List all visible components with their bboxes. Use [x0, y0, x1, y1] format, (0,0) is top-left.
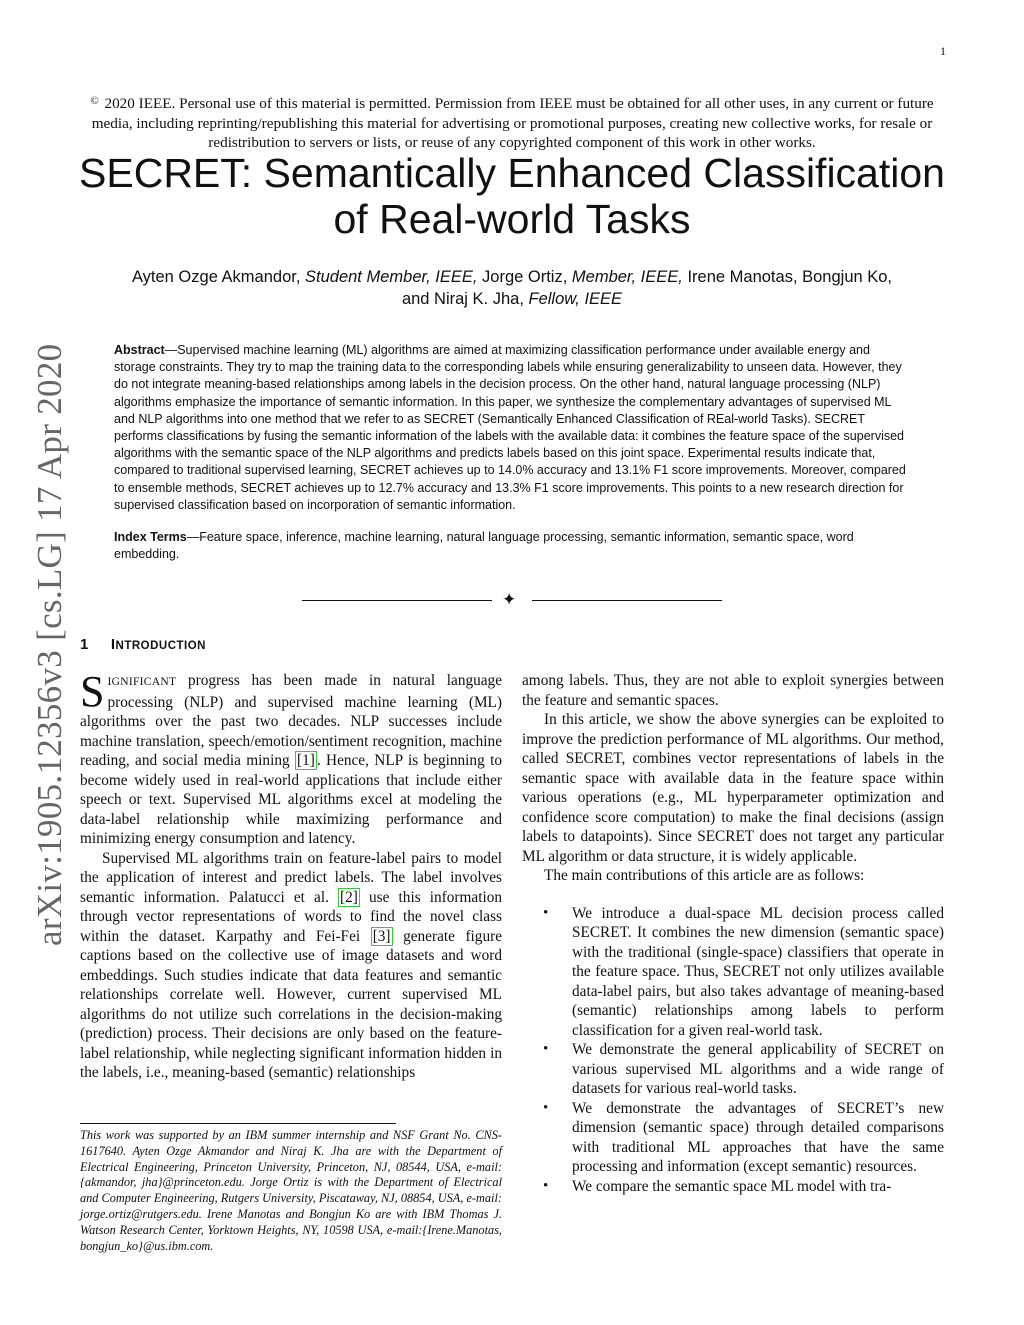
copyright-text: 2020 IEEE. Personal use of this material is permitted. Permission from IEEE must be obtained for all other uses, in any current or future media, including reprinting/republishing this material for advertising or promotional purposes, creating new collective works, for resale or redistribution to servers or lists, or reuse of any copyrighted component of this work in other works.	[91, 95, 934, 151]
paragraph: among labels. Thus, they are not able to exploit synergies between the feature and semantic spaces.	[522, 672, 944, 709]
author-4-role: Fellow, IEEE	[528, 290, 623, 308]
citation-link[interactable]: [2]	[340, 888, 358, 906]
title-line-1: SECRET: Semantically Enhanced Classification	[79, 150, 945, 196]
copyright-icon: ©	[90, 95, 99, 107]
diamond-icon: ✦	[502, 590, 517, 609]
abstract-block	[114, 342, 910, 563]
list-item	[522, 1040, 944, 1099]
index-terms-text: —Feature space, inference, machine learning, natural language processing, semantic information, semantic space, word embedding.	[114, 530, 854, 562]
section-number: 1	[80, 636, 89, 653]
paragraph-text: generate figure captions based on the collective use of image datasets and word embeddings. Such studies indicate that data features and semantic relationships correlate well. However, current supervised ML algorithms do not utilize such correlations in the decision-making (prediction) process. Their decisions are only based on the feature-label relationship, while neglecting significant information hidden in the labels, i.e., meaning-based (semantic) relationships	[80, 927, 502, 1081]
bullet-icon: •	[543, 904, 549, 921]
index-terms-label: Index Terms	[114, 530, 187, 545]
paragraph-text: progress has been made in natural language processing (NLP) and supervised machine learning (ML) algorithms over the past two decades. NLP successes include machine translation, speech/emotion/sentiment recognition, machine reading, and social media mining	[80, 672, 502, 769]
arxiv-stamp: arXiv:1905.12356v3 [cs.LG] 17 Apr 2020	[30, 343, 69, 946]
page-number: 1	[940, 44, 946, 58]
author-2: Jorge Ortiz,	[482, 268, 568, 286]
bullet-icon: •	[543, 1177, 549, 1194]
separator-line-right	[532, 600, 722, 601]
list-item-text: We compare the semantic space ML model with tra-	[572, 1177, 892, 1195]
author-2-role: Member, IEEE,	[571, 268, 683, 286]
footnote: This work was supported by an IBM summer internship and NSF Grant No. CNS-1617640. Ayten Ozge Akmandor and Niraj K. Jha are with the Department of Electrical Engineering, Princeton University, Princeton, NJ, 08544, USA, e-mail:{akmandor, jha}@princeton.edu. Jorge Ortiz is with the Department of Electrical and Computer Engineering, Rutgers University, Piscataway, NJ, 08854, USA, e-mail: jorge.ortiz@rutgers.edu. Irene Manotas and Bongjun Ko are with IBM Thomas J. Watson Research Center, Yorktown Heights, NY, 10598 USA, e-mail:{Irene.Manotas, bongjun_ko}@us.ibm.com.	[80, 1128, 502, 1253]
separator-line-left	[302, 600, 492, 601]
smallcaps-word: IGNIFICANT	[107, 676, 177, 688]
footnote-rule	[80, 1123, 396, 1124]
paragraph-text: use this information through vector representations of words to find the novel class within the dataset. Karpathy and Fei-Fei	[80, 888, 503, 945]
paragraph: In this article, we show the above synergies can be exploited to improve the prediction performance of ML algorithms. Our method, called SECRET, combines vector representations of labels in the semantic space with available data in the feature space within various operations (e.g., ML hyperparameter optimization and confidence score computation) to make the final decisions (assign labels to datapoints). Since SECRET does not target any particular ML algorithm or data structure, it is widely applicable.	[522, 711, 944, 865]
paragraph	[80, 667, 502, 849]
author-list	[60, 266, 964, 310]
list-item	[522, 1099, 944, 1177]
list-item	[522, 904, 944, 1041]
citation-link[interactable]: [1]	[297, 752, 315, 769]
title-line-2: of Real-world Tasks	[333, 196, 691, 242]
copyright-notice	[80, 92, 944, 153]
section-heading	[80, 636, 206, 653]
paragraph	[80, 849, 502, 1083]
author-1-role: Student Member, IEEE,	[305, 268, 478, 286]
abstract	[114, 342, 910, 514]
index-terms	[114, 529, 910, 563]
dropcap-letter: S	[80, 667, 105, 716]
list-item-text: We demonstrate the advantages of SECRET’s new dimension (semantic space) through detailed comparisons with traditional ML approaches that have the same processing and information (except semantic) resources.	[572, 1099, 944, 1175]
section-title-rest: NTRODUCTION	[115, 640, 206, 652]
paper-title	[60, 150, 964, 242]
paragraph: The main contributions of this article are as follows:	[544, 867, 865, 884]
author-4: and Niraj K. Jha,	[401, 290, 524, 308]
author-3: Irene Manotas, Bongjun Ko,	[687, 268, 893, 286]
bullet-icon: •	[543, 1041, 549, 1057]
section-separator	[302, 592, 722, 608]
list-item-text: We introduce a dual-space ML decision process called SECRET. It combines the new dimension (semantic space) with the traditional (single-space) classifiers that operate in the feature space. Thus, SECRET not only utilizes available data-label pairs, but also takes advantage of meaning-based (semantic) relationships among labels to perform classification for a given real-world task.	[572, 904, 944, 1039]
right-column	[522, 671, 944, 1196]
abstract-text: —Supervised machine learning (ML) algorithms are aimed at maximizing classification performance under available energy and storage constraints. They try to map the training data to the corresponding labels while ensuring generalizability to unseen data. However, they do not integrate meaning-based relationships among labels in the decision process. On the other hand, natural language processing (NLP) algorithms emphasize the importance of semantic information. In this paper, we synthesize the complementary advantages of supervised ML and NLP algorithms into one method that we refer to as SECRET (Semantically Enhanced Classification of REal-world Tasks). SECRET performs classifications by fusing the semantic information of the labels with the available data: it combines the feature space of the supervised algorithms with the semantic space of the NLP algorithms and predicts labels based on this joint space. Experimental results indicate that, compared to traditional supervised learning, SECRET achieves up to 14.0% accuracy and 13.1% F1 score improvements. Moreover, compared to ensemble methods, SECRET achieves up to 12.7% accuracy and 13.3% F1 score improvements. This points to a new research direction for supervised classification based on incorporation of semantic information.	[114, 343, 906, 512]
author-1: Ayten Ozge Akmandor,	[131, 268, 301, 286]
contributions-list	[522, 904, 944, 1197]
abstract-label: Abstract	[114, 343, 165, 357]
paragraph-text: . Hence, NLP is beginning to become widely used in real-world applications that include either speech or text. Supervised ML algorithms excel at modeling the data-label relationship while maximizing performance and minimizing energy consumption and latency.	[80, 752, 502, 847]
bullet-icon: •	[543, 1099, 549, 1116]
section-title-first-letter: I	[110, 636, 116, 653]
list-item-text: We demonstrate the general applicability of SECRET on various supervised ML algorithms and a wide range of datasets for various real-world tasks.	[572, 1041, 944, 1097]
paragraph-text: Supervised ML algorithms train on feature-label pairs to model the application of interest and predict labels. The label involves semantic information. Palatucci et al.	[80, 849, 502, 906]
citation-link[interactable]: [3]	[372, 927, 391, 945]
list-item	[522, 1177, 944, 1197]
left-column	[80, 667, 503, 1083]
